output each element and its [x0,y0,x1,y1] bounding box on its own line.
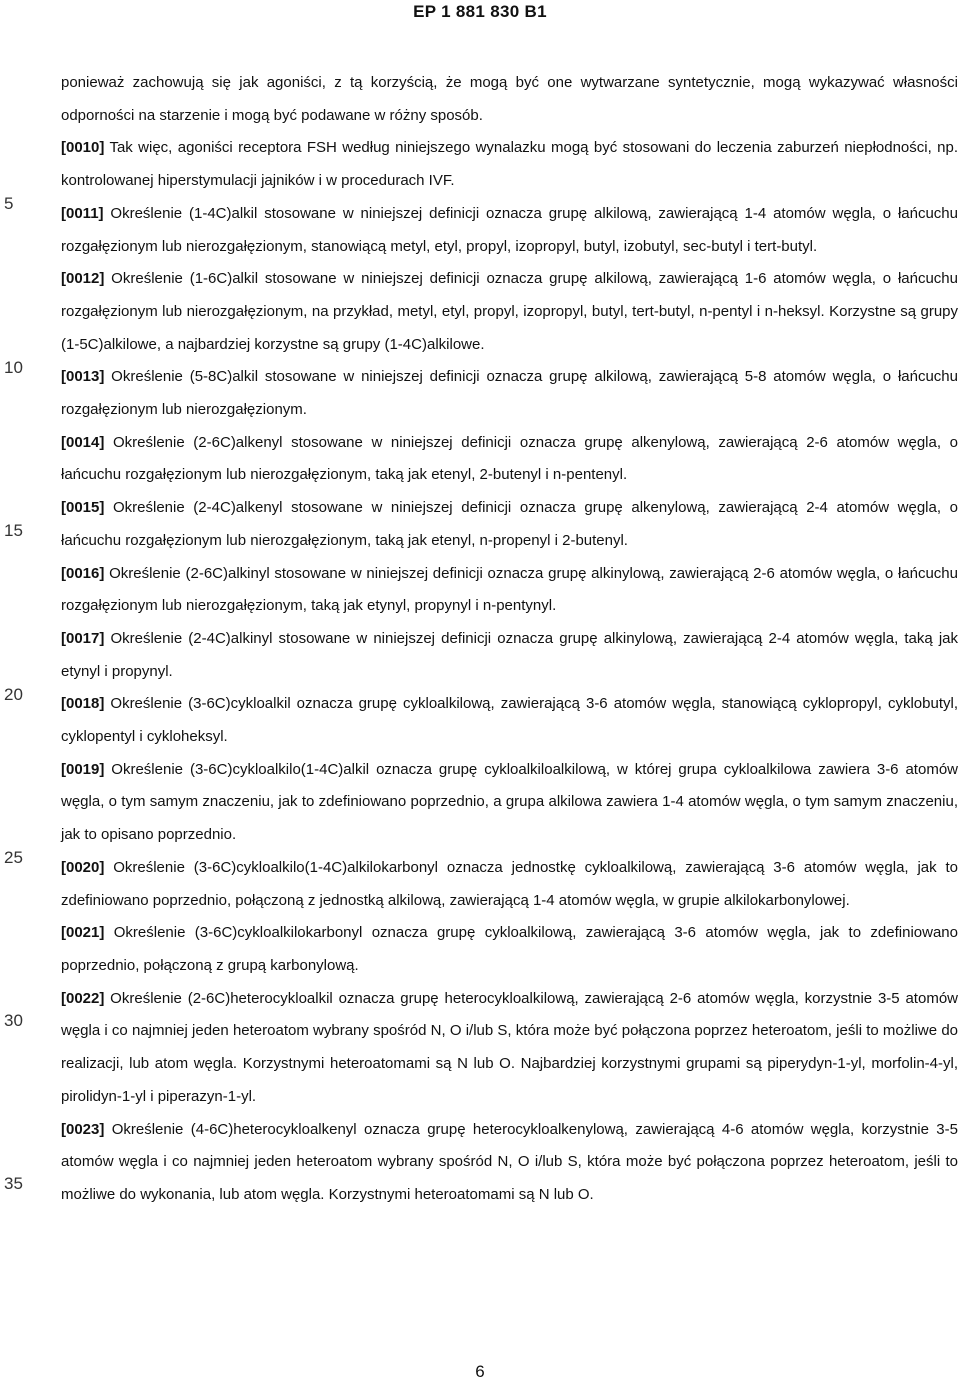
paragraph-text: Określenie (1-4C)alkil stosowane w niniejszej definicji oznacza grupę alkilową, zawierającą 1-4 atomów węgla, o łańcuchu rozgałęzionym lub nierozgałęzionym, stanowiącą metyl, etyl, propyl, izopropyl, butyl, izobutyl, sec-butyl i tert-butyl. [61,204,958,255]
paragraph-text: Określenie (3-6C)cykloalkilo(1-4C)alkil oznacza grupę cykloalkiloalkilową, w której grupa cykloalkilowa zawiera 3-6 atomów węgla, o tym samym znaczeniu, jak to zdefiniowano poprzednio, a grupa alkilowa zawiera 1-4 atomów węgla, o tym samym znaczeniu, jak to opisano poprzednio. [61,760,958,844]
paragraph [61,558,958,623]
paragraph-number: [0013] [61,368,105,386]
paragraph-number: [0021] [61,924,105,942]
document-body [61,67,958,1212]
paragraph [61,492,958,557]
paragraph-number: [0020] [61,858,105,876]
paragraph-number: [0019] [61,760,105,778]
line-number: 15 [4,521,23,540]
line-number: 20 [4,685,23,704]
paragraph [61,1114,958,1212]
paragraph [61,263,958,361]
page-number: 6 [475,1362,485,1381]
line-number-gutter [0,0,40,1383]
line-number: 10 [4,358,23,377]
paragraph [61,427,958,492]
paragraph-number: [0011] [61,204,104,222]
paragraph [61,688,958,753]
paragraph-text: Określenie (2-6C)alkenyl stosowane w niniejszej definicji oznacza grupę alkenylową, zawierającą 2-6 atomów węgla, o łańcuchu rozgałęzionym lub nierozgałęzionym, taką jak etenyl, 2-butenyl i n-pentenyl. [61,433,958,484]
paragraph-number: [0010] [61,139,105,157]
paragraph [61,754,958,852]
paragraph [61,852,958,917]
paragraph-number: [0016] [61,564,105,582]
line-number: 25 [4,848,23,867]
paragraph-number: [0023] [61,1120,105,1138]
paragraph [61,361,958,426]
paragraph-text: Określenie (3-6C)cykloalkilokarbonyl oznacza grupę cykloalkilową, zawierającą 3-6 atomów węgla, jak to zdefiniowano poprzednio, połączoną z grupą karbonylową. [61,924,958,974]
line-number: 5 [4,194,14,213]
document-header: EP 1 881 830 B1 [413,2,547,21]
paragraph-number: [0015] [61,499,105,517]
paragraph-text: Określenie (2-6C)alkinyl stosowane w niniejszej definicji oznacza grupę alkinylową, zawierającą 2-6 atomów węgla, o łańcuchu rozgałęzionym lub nierozgałęzionym, taką jak etynyl, propynyl i n-pentynyl. [61,564,958,615]
paragraph [61,917,958,982]
paragraph-text: Określenie (4-6C)heterocykloalkenyl oznacza grupę heterocykloalkenylową, zawierającą 4-6 atomów węgla, korzystnie 3-5 atomów węgla i co najmniej jeden heteroatom wybrany spośród N, O i/lub S, która może być połączona poprzez heteroatom, jeśli to możliwe do wykonania, lub atom węgla. Korzystnymi heteroatomami są N lub O. [61,1120,958,1203]
paragraph-number: [0014] [61,433,105,451]
paragraph-number: [0017] [61,629,105,647]
paragraph-number: [0012] [61,270,105,288]
paragraph-number: [0022] [61,989,105,1007]
paragraph-text: Określenie (3-6C)cykloalkilo(1-4C)alkilokarbonyl oznacza jednostkę cykloalkilową, zawierającą 3-6 atomów węgla, jak to zdefiniowano poprzednio, połączoną z jednostką alkilową, zawierającą 1-4 atomów węgla, w grupie alkilokarbonylowej. [61,858,958,909]
paragraph-text: Określenie (2-4C)alkinyl stosowane w niniejszej definicji oznacza grupę alkinylową, zawierającą 2-4 atomów węgla, taką jak etynyl i propynyl. [61,629,958,680]
paragraph [61,67,958,132]
paragraph-text: Określenie (2-4C)alkenyl stosowane w niniejszej definicji oznacza grupę alkenylową, zawierającą 2-4 atomów węgla, o łańcuchu rozgałęzionym lub nierozgałęzionym, taką jak etenyl, n-propenyl i 2-butenyl. [61,499,958,549]
paragraph-text: Tak więc, agoniści receptora FSH według niniejszego wynalazku mogą być stosowani do leczenia zaburzeń niepłodności, np. kontrolowanej hiperstymulacji jajników i w procedurach IVF. [61,139,958,190]
paragraph-text: Określenie (3-6C)cykloalkil oznacza grupę cykloalkilową, zawierającą 3-6 atomów węgla, stanowiącą cyklopropyl, cyklobutyl, cyklopentyl i cykloheksyl. [61,695,958,746]
line-number: 30 [4,1011,23,1030]
paragraph [61,198,958,263]
paragraph [61,623,958,688]
paragraph-number: [0018] [61,695,105,713]
paragraph [61,132,958,197]
paragraph-text: Określenie (1-6C)alkil stosowane w niniejszej definicji oznacza grupę alkilową, zawierającą 1-6 atomów węgla, o łańcuchu rozgałęzionym lub nierozgałęzionym, na przykład, metyl, etyl, propyl, izopropyl, butyl, tert-butyl, n-pentyl i n-heksyl. Korzystne są grupy (1-5C)alkilowe, a najbardziej korzystne są grupy (1-4C)alkilowe. [61,270,958,353]
paragraph-text: ponieważ zachowują się jak agoniści, z tą korzyścią, że mogą być one wytwarzane syntetycznie, mogą wykazywać własności odporności na starzenie i mogą być podawane w różny sposób. [61,74,958,124]
paragraph-text: Określenie (2-6C)heterocykloalkil oznacza grupę heterocykloalkilową, zawierającą 2-6 atomów węgla, korzystnie 3-5 atomów węgla i co najmniej jeden heteroatom wybrany spośród N, O i/lub S, która może być połączona poprzez heteroatom, jeśli to możliwe do realizacji, lub atom węgla. Korzystnymi heteroatomami są N lub O. Najbardziej korzystnymi grupami są piperydyn-1-yl, morfolin-4-yl, pirolidyn-1-yl i piperazyn-1-yl. [61,989,958,1105]
paragraph [61,983,958,1114]
line-number: 35 [4,1174,23,1193]
paragraph-text: Określenie (5-8C)alkil stosowane w niniejszej definicji oznacza grupę alkilową, zawierającą 5-8 atomów węgla, o łańcuchu rozgałęzionym lub nierozgałęzionym. [61,368,958,419]
